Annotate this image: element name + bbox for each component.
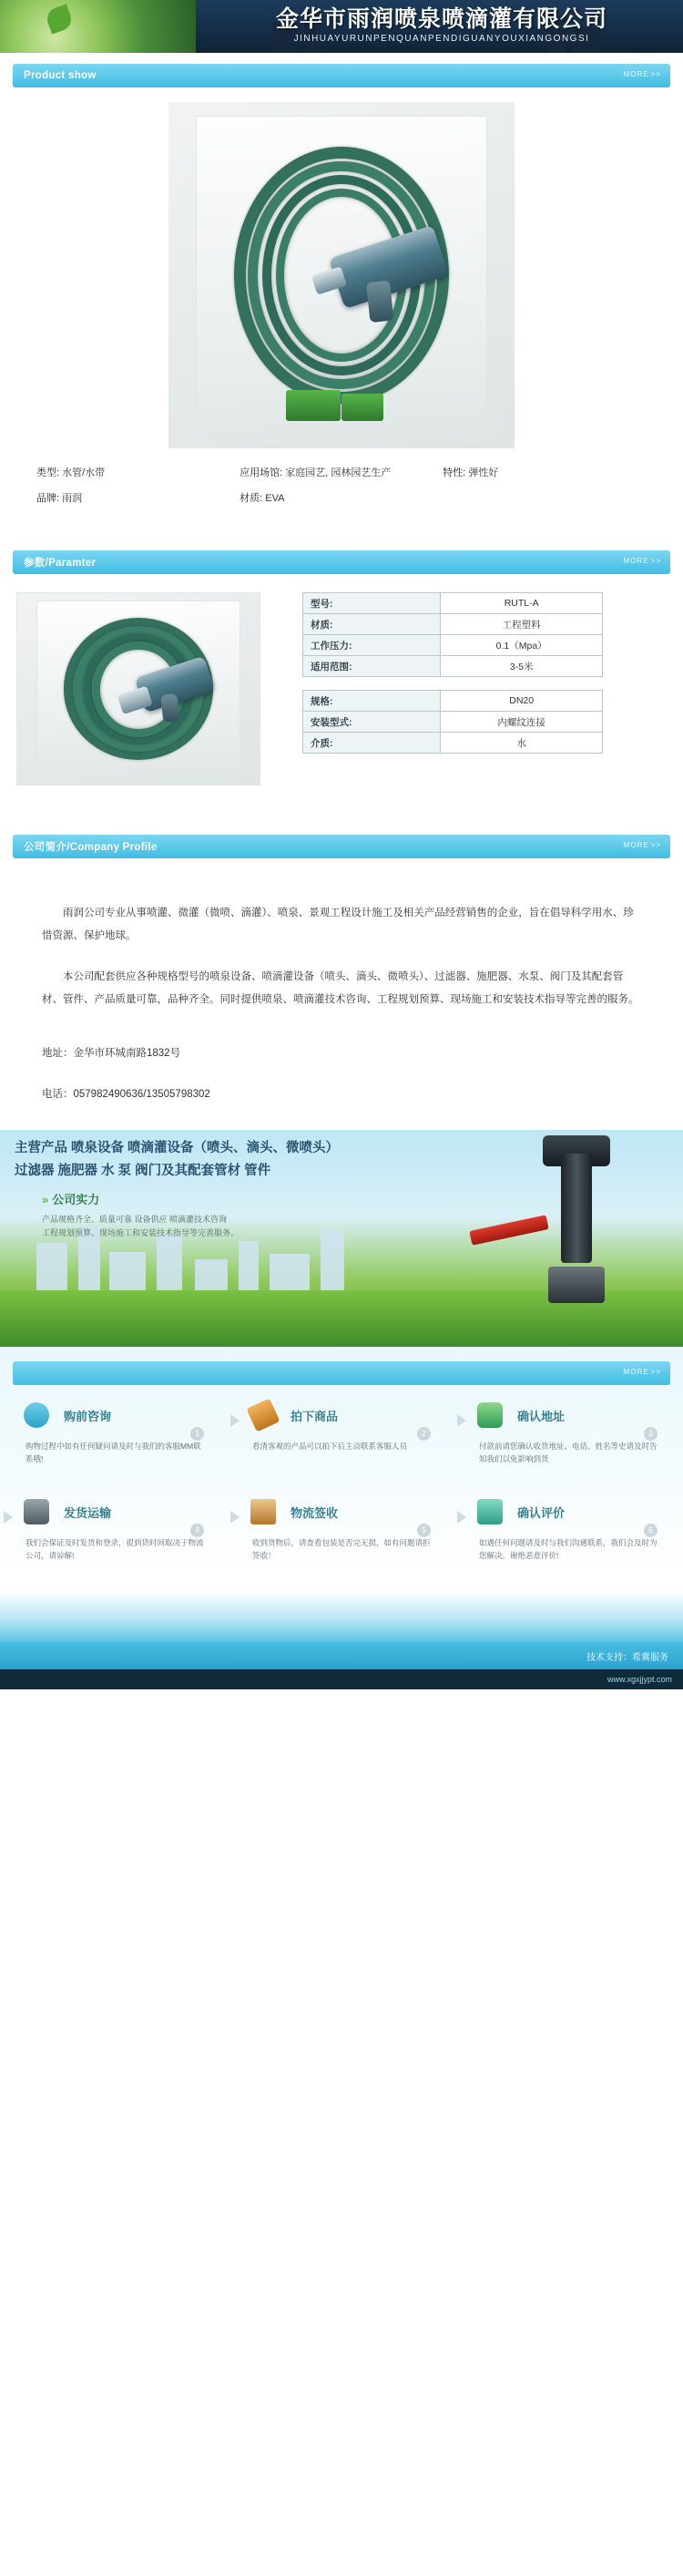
table-row [303,691,603,712]
chevron-right-icon: » [42,1193,49,1206]
company-address: 地址：金华市环城南路1832号 [42,1048,181,1059]
green-connector [342,394,383,421]
city-building [239,1241,259,1294]
company-name-en: JINHUAYURUNPENQUANPENDIGUANYOUXIANGONGSI [293,34,590,44]
flow-step-desc: 我们会保证及时发货和登录，很到货时间取决于物流公司，请谅解! [25,1538,204,1560]
sprinkler-base [548,1267,605,1303]
flow-step [250,1400,433,1465]
flow-step-number: 6 [644,1524,658,1537]
flow-step [250,1496,433,1562]
footer-url-bar [0,1669,683,1689]
arrow-right-icon [457,1511,466,1524]
green-connector [286,390,341,421]
table-row [303,656,603,677]
section-bar-parameter [13,550,670,574]
attribute-key: 特性: [443,467,466,478]
spacer [42,1030,641,1042]
table-row [303,712,603,733]
flow-step-name: 拍下商品 [291,1409,339,1423]
main-products-headline [15,1137,397,1183]
flow-step-number: 2 [417,1427,431,1441]
more-link-product-show[interactable] [624,70,661,78]
thumbsup-icon [477,1496,508,1527]
product-main-image [168,102,515,448]
attribute-cell [36,465,240,479]
profile-paragraph: 雨润公司专业从事喷灌、微灌（微喷、滴灌）、喷泉、景观工程设计施工及相关产品经营销售的企业，旨在倡导科学用水、珍惜资源、保护地球。 [42,908,634,941]
address-icon [477,1400,508,1431]
nozzle-grip [160,693,179,723]
city-building [109,1252,146,1294]
flow-step [24,1400,206,1465]
attribute-cell [443,490,646,505]
chevron-right-icon: >> [650,1368,661,1376]
city-building [157,1234,182,1294]
arrow-right-icon [230,1414,240,1427]
profile-paragraph: 本公司配套供应各种规格型号的喷泉设备、喷滴灌设备（喷头、滴头、微喷头）、过滤器、施肥器、水泵、阀门及其配套管材、管件、产品质量可靠，品种齐全。同时提供喷泉、喷滴灌技术咨询、工程规划预算、现场施工和安装技术指导等完善的服务。 [42,971,639,1005]
attribute-value: 雨润 [62,493,83,504]
flow-step-desc: 付款前请您确认收货地址、电话、姓名等史请及时告知我们以免影响到货 [479,1442,658,1463]
table-row [303,593,603,614]
flow-step-desc: 看清客观的产品可以拍下后主动联系客服人员 [252,1442,408,1451]
section-bar-flow [13,1361,670,1385]
flow-step-head [477,1400,659,1431]
coil-hose-photo [17,593,260,785]
param-value: 0.1（Mpa） [441,635,603,656]
shopping-flow-section [0,1347,683,1578]
param-key: 规格: [303,691,441,712]
param-key: 材质: [303,614,441,635]
flow-step-name: 确认地址 [517,1409,566,1423]
flow-step-head [250,1496,433,1527]
spacer [42,882,641,902]
attribute-cell [240,490,443,505]
more-link-parameter[interactable] [624,557,661,565]
more-label: MORE [623,1368,649,1376]
param-key: 型号: [303,593,441,614]
arrow-right-icon [4,1511,13,1524]
arrow-right-icon [230,1511,240,1524]
flow-steps-row-1 [24,1400,659,1465]
parameter-area [16,592,667,785]
headline-line-2: 过滤器 施肥器 水 泵 阀门及其配套管材 管件 [15,1164,271,1178]
param-value: 内螺纹连接 [441,712,603,733]
more-link-flow[interactable] [624,1368,661,1376]
sprinkler-arm [469,1215,548,1246]
param-value: 水 [441,733,603,754]
flow-step [477,1400,659,1465]
flow-step-name: 物流签收 [291,1505,339,1520]
site-url[interactable]: www.xgxjjypt.com [607,1675,672,1684]
hand-with-sprout-image [0,0,196,53]
table-row [303,614,603,635]
attribute-cell [36,490,240,505]
param-value: 工程塑料 [441,614,603,635]
attribute-value: EVA [265,493,285,504]
company-strength-label: 公司实力 [52,1193,100,1206]
param-value: 3-5米 [441,656,603,677]
product-attributes [36,465,647,505]
city-building [36,1243,67,1294]
more-label: MORE [623,557,649,565]
param-key: 介质: [303,733,441,754]
section-bar-product-show [13,64,670,87]
flow-step-head [24,1496,206,1527]
chevron-right-icon: >> [650,841,661,849]
section-title-flow [13,1368,27,1379]
footer-support-bar [0,1642,683,1669]
nozzle-grip [366,281,393,323]
chevron-right-icon: >> [650,70,661,78]
flow-step-name: 发货运输 [64,1505,112,1520]
flow-step-desc: 如遇任何问题请及时与我们沟通联系，我们会及时为您解决。谢绝恶意评价! [479,1538,658,1560]
flow-step-head [250,1400,433,1431]
footer-wave-decoration [0,1591,683,1642]
parameter-table-top [302,592,603,677]
company-name-cn: 金华市雨润喷泉喷滴灌有限公司 [275,6,607,32]
more-label: MORE [623,841,649,849]
flow-step-number: 1 [190,1427,204,1441]
section-title-parameter: 参数/Paramter [24,558,97,569]
flow-step-desc: 购物过程中如有任何疑问请及时与我们的客服MM联系哦! [25,1442,201,1463]
attribute-row [36,490,647,505]
company-profile-text [42,882,641,1106]
company-strength-block [42,1190,342,1240]
param-key: 适用范围: [303,656,441,677]
flow-step [477,1496,659,1562]
tech-support-text: 技术支持：希冀服务 [586,1652,668,1663]
chat-icon [24,1400,55,1431]
site-header-banner [0,0,683,53]
flow-step-number: 3 [644,1427,658,1441]
spacer [0,785,683,824]
attribute-value: 家庭园艺, 园林园艺生产 [285,467,392,478]
spacer [0,516,683,539]
coil-hose-photo [168,102,515,448]
company-phone: 电话：057982490636/13505798302 [42,1089,210,1100]
more-link-company-profile[interactable] [624,841,661,849]
param-value: RUTL-A [441,593,603,614]
company-strength-title [42,1190,342,1207]
company-strength-line: 工程规划预算、现场施工和安装技术指导等完善服务。 [42,1228,240,1237]
attribute-key: 类型: [36,467,60,478]
flow-step-number: 5 [417,1524,431,1537]
section-title-product-show: Product show [24,70,97,81]
hammer-icon [250,1400,281,1431]
param-value: DN20 [441,691,603,712]
table-row [303,635,603,656]
attribute-key: 品牌: [36,493,60,504]
attribute-value: 水管/水带 [62,467,106,478]
flow-step-name: 确认评价 [517,1505,566,1520]
sprinkler-body [561,1154,592,1263]
section-bar-company-profile [13,835,670,858]
attribute-key: 应用场馆: [240,467,283,478]
flow-step-head [477,1496,659,1527]
main-products-banner [0,1130,683,1347]
flow-steps-row-2 [24,1496,659,1562]
spacer [260,677,603,690]
city-building [195,1259,228,1294]
parameter-product-photo [16,592,260,785]
company-strength-line: 产品规格齐全、质量可靠 设备供应 喷滴灌技术咨询 [42,1215,228,1224]
attribute-row [36,465,647,479]
attribute-cell [443,465,646,479]
param-key: 工作压力: [303,635,441,656]
parcel-icon [250,1496,281,1527]
parameter-table-bottom [302,690,603,754]
attribute-value: 弹性好 [468,467,499,478]
flow-step-number: 4 [190,1524,204,1537]
more-label: MORE [623,70,649,78]
parameter-tables [260,592,603,754]
city-building [270,1254,310,1294]
flow-step-name: 购前咨询 [64,1409,112,1423]
sprinkler-photo [455,1135,647,1309]
sprout-icon [44,4,74,34]
flow-step [24,1496,206,1562]
arrow-right-icon [457,1414,466,1427]
headline-line-1: 主营产品 喷泉设备 喷滴灌设备（喷头、滴头、微喷头） [15,1141,340,1155]
table-row [303,733,603,754]
flow-step-head [24,1400,206,1431]
chevron-right-icon: >> [650,557,661,565]
attribute-cell [240,465,443,479]
param-key: 安装型式: [303,712,441,733]
attribute-key: 材质: [240,493,263,504]
banner-text-block [205,5,678,44]
section-title-company-profile: 公司简介/Company Profile [24,842,158,853]
flow-step-desc: 收到货物后，请查看包装是否完无损，如有问题请拒签收！ [252,1538,431,1560]
truck-icon [24,1496,55,1527]
